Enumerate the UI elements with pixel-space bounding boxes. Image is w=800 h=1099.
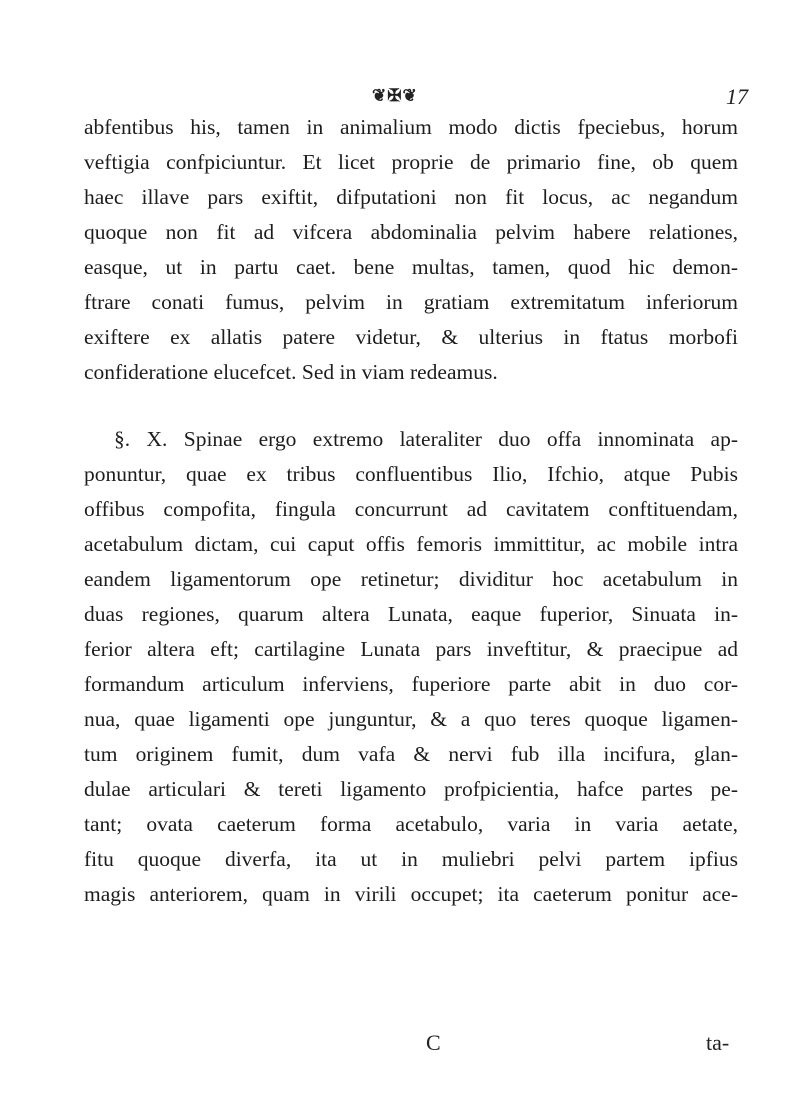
text-line: tum originem fumit, dum vafa & nervi fub illa incifura, glan- — [84, 742, 738, 766]
text-line: fitu quoque diverfa, ita ut in muliebri pelvi partem ipfius — [84, 847, 738, 871]
text-line: magis anteriorem, quam in virili occupet; ita caeterum ponitur ace- — [84, 882, 738, 906]
header-ornament: ❦✠❦ — [372, 86, 418, 105]
text-line: tant; ovata caeterum forma acetabulo, varia in varia aetate, — [84, 812, 738, 836]
signature-mark: C — [426, 1030, 441, 1055]
page-header — [0, 82, 800, 112]
text-line: offibus compofita, fingula concurrunt ad cavitatem conftituendam, — [84, 497, 738, 521]
paragraph-1 — [84, 110, 738, 390]
text-line: duas regiones, quarum altera Lunata, eaque fuperior, Sinuata in- — [84, 602, 738, 626]
text-line: easque, ut in partu caet. bene multas, tamen, quod hic demon- — [84, 255, 738, 279]
section-heading-line: §. X. Spinae ergo extremo lateraliter duo offa innominata ap- — [114, 427, 738, 451]
text-line: haec illave pars exiftit, difputationi non fit locus, ac negandum — [84, 185, 738, 209]
text-line: acetabulum dictam, cui caput offis femoris immittitur, ac mobile intra — [84, 532, 738, 556]
paragraph-spacer — [84, 390, 738, 422]
text-line: veftigia confpiciuntur. Et licet proprie de primario fine, ob quem — [84, 150, 738, 174]
body-text — [84, 110, 738, 912]
text-line: ferior altera eft; cartilagine Lunata pars inveftitur, & praecipue ad — [84, 637, 738, 661]
text-line: formandum articulum inferviens, fuperiore parte abit in duo cor- — [84, 672, 738, 696]
paragraph-2 — [84, 422, 738, 912]
text-line: ponuntur, quae ex tribus confluentibus Ilio, Ifchio, atque Pubis — [84, 462, 738, 486]
text-line: nua, quae ligamenti ope junguntur, & a quo teres quoque ligamen- — [84, 707, 738, 731]
text-line: dulae articulari & tereti ligamento profpicientia, hafce partes pe- — [84, 777, 738, 801]
page-number: 17 — [726, 84, 748, 109]
text-line: abfentibus his, tamen in animalium modo dictis fpeciebus, horum — [84, 115, 738, 139]
text-line: ftrare conati fumus, pelvim in gratiam extremitatum inferiorum — [84, 290, 738, 314]
text-line: confideratione elucefcet. Sed in viam redeamus. — [84, 360, 498, 384]
catchword: ta- — [706, 1030, 730, 1055]
text-line: eandem ligamentorum ope retinetur; dividitur hoc acetabulum in — [84, 567, 738, 591]
text-line: quoque non fit ad vifcera abdominalia pelvim habere relationes, — [84, 220, 738, 244]
text-line: exiftere ex allatis patere videtur, & ulterius in ftatus morbofi — [84, 325, 738, 349]
page-footer — [0, 1030, 800, 1060]
